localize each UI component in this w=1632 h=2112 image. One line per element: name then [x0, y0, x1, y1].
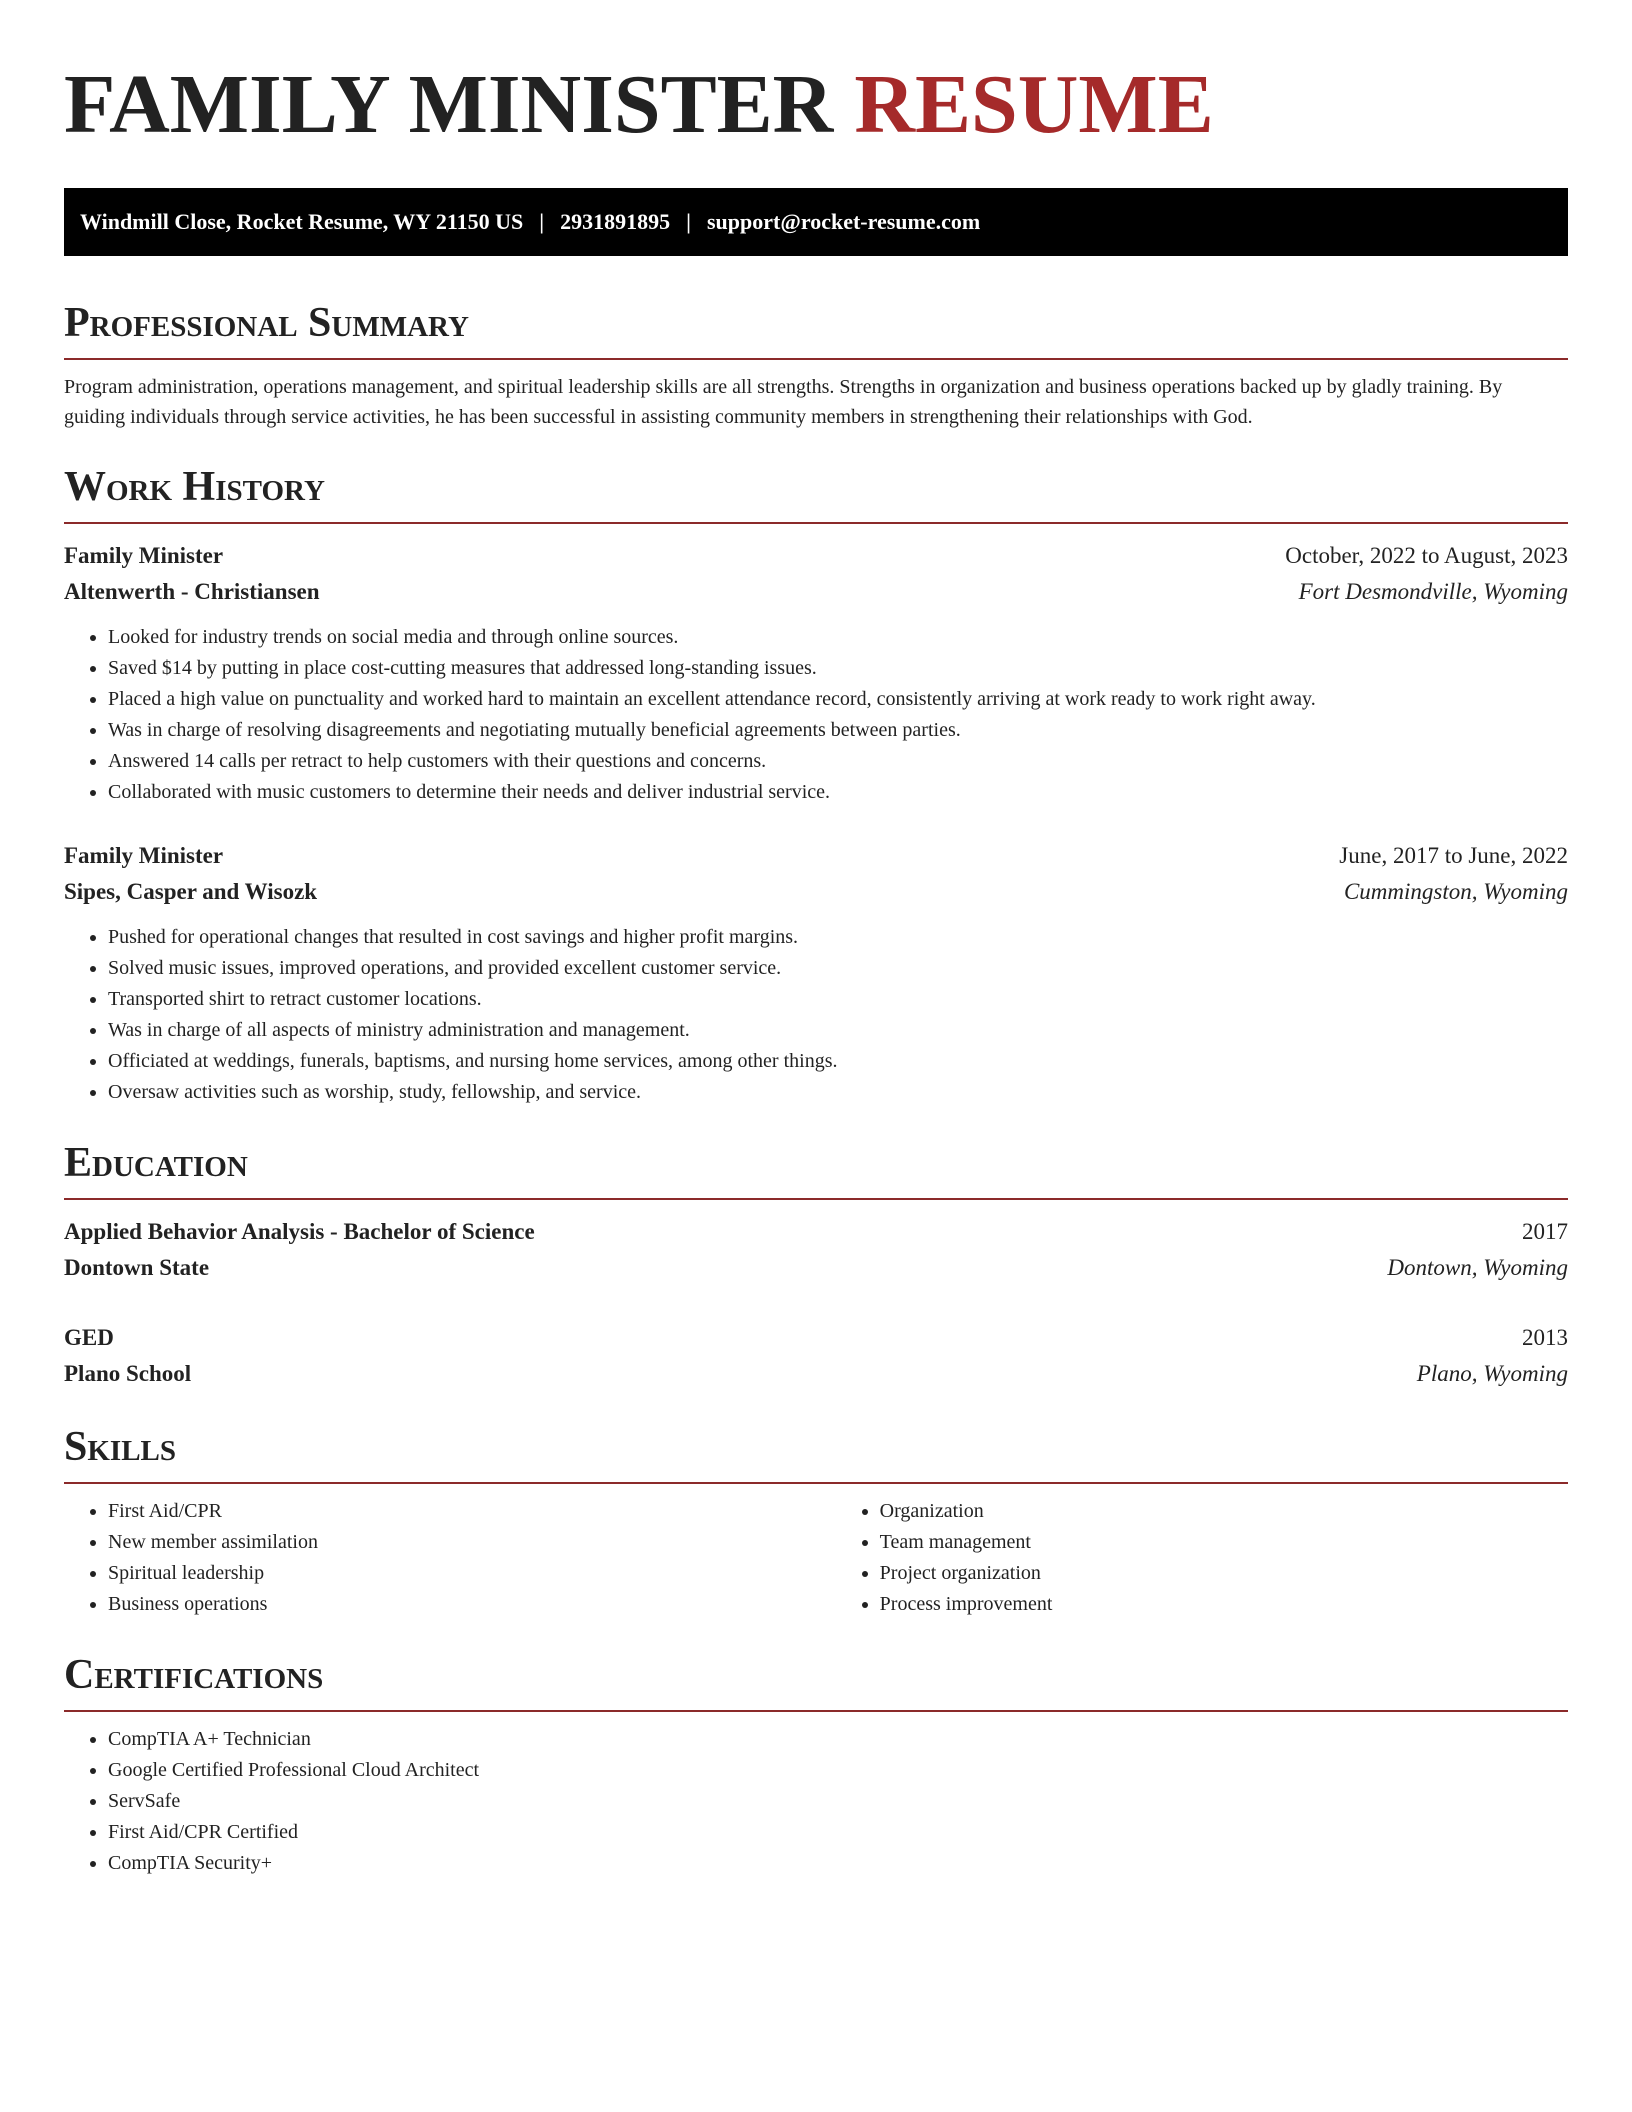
skill-item: • New member assimilation [108, 1527, 836, 1558]
education-school-row [64, 1356, 1568, 1392]
certification-item: • CompTIA Security+ [108, 1848, 1568, 1879]
skill-item: • Process improvement [880, 1589, 1568, 1620]
skill-item: • First Aid/CPR [108, 1496, 836, 1527]
certifications-section [64, 1650, 1568, 1879]
job-header-row [64, 538, 1568, 574]
job-bullet: • Placed a high value on punctuality and worked hard to maintain an excellent attendance record, consistently arriving at work ready to work right away. [108, 684, 1568, 715]
skills-grid [64, 1496, 1568, 1620]
job-bullet: • Pushed for operational changes that resulted in cost savings and higher profit margins. [108, 922, 1568, 953]
work-history-heading: Work History [64, 462, 1568, 524]
job-bullet: • Collaborated with music customers to determine their needs and deliver industrial service. [108, 777, 1568, 808]
job-bullets [64, 622, 1568, 808]
job-entry [64, 838, 1568, 1108]
title-accent: RESUME [854, 58, 1214, 151]
summary-section [64, 298, 1568, 432]
job-title: Family Minister [64, 843, 224, 868]
job-company: Sipes, Casper and Wisozk [64, 879, 318, 904]
certification-item: • ServSafe [108, 1786, 1568, 1817]
skills-section [64, 1422, 1568, 1620]
education-degree-row [64, 1320, 1568, 1356]
skill-item: • Business operations [108, 1589, 836, 1620]
contact-address: Windmill Close, Rocket Resume, WY 21150 US [80, 209, 524, 234]
education-year: 2017 [1522, 1219, 1568, 1244]
job-bullet: • Answered 14 calls per retract to help customers with their questions and concerns. [108, 746, 1568, 777]
education-degree: Applied Behavior Analysis - Bachelor of Science [64, 1219, 535, 1244]
job-bullet: • Was in charge of all aspects of ministry administration and management. [108, 1015, 1568, 1046]
contact-separator: | [686, 209, 691, 234]
education-entry [64, 1320, 1568, 1392]
job-company: Altenwerth - Christiansen [64, 579, 320, 604]
skill-item: • Organization [880, 1496, 1568, 1527]
job-title: Family Minister [64, 543, 224, 568]
job-bullet: • Solved music issues, improved operations, and provided excellent customer service. [108, 953, 1568, 984]
job-company-row [64, 874, 1568, 910]
education-heading: Education [64, 1138, 1568, 1200]
education-location: Dontown, Wyoming [1387, 1255, 1568, 1280]
education-section [64, 1138, 1568, 1392]
skill-item: • Team management [880, 1527, 1568, 1558]
summary-heading: Professional Summary [64, 298, 1568, 360]
resume-title [64, 56, 1568, 154]
job-dates: June, 2017 to June, 2022 [1339, 843, 1568, 868]
education-year: 2013 [1522, 1325, 1568, 1350]
skill-item: • Spiritual leadership [108, 1558, 836, 1589]
job-header-row [64, 838, 1568, 874]
certification-item: • CompTIA A+ Technician [108, 1724, 1568, 1755]
work-history-section [64, 462, 1568, 1108]
education-school: Plano School [64, 1361, 192, 1386]
job-location: Cummingston, Wyoming [1343, 879, 1568, 904]
job-bullet: • Saved $14 by putting in place cost-cutting measures that addressed long-standing issues. [108, 653, 1568, 684]
resume-page [64, 0, 1568, 1879]
contact-separator: | [539, 209, 545, 234]
job-bullet: • Oversaw activities such as worship, study, fellowship, and service. [108, 1077, 1568, 1108]
job-bullets [64, 922, 1568, 1108]
job-location: Fort Desmondville, Wyoming [1298, 579, 1568, 604]
education-school: Dontown State [64, 1255, 210, 1280]
job-bullet: • Looked for industry trends on social media and through online sources. [108, 622, 1568, 653]
job-bullet: • Officiated at weddings, funerals, baptisms, and nursing home services, among other things. [108, 1046, 1568, 1077]
education-school-row [64, 1250, 1568, 1286]
certifications-heading: Certifications [64, 1650, 1568, 1712]
certifications-list [64, 1724, 1568, 1879]
skills-list-left [64, 1496, 836, 1620]
job-bullet: • Transported shirt to retract customer locations. [108, 984, 1568, 1015]
contact-phone: 2931891895 [560, 209, 671, 234]
job-entry [64, 538, 1568, 808]
summary-text: Program administration, operations management, and spiritual leadership skills are all strengths. Strengths in organization and business operations backed up by gladly training. By guiding individuals through service activities, he has been successful in assisting community members in strengthening their relationships with God. [64, 376, 1503, 428]
job-bullet: • Was in charge of resolving disagreements and negotiating mutually beneficial agreements between parties. [108, 715, 1568, 746]
education-entry [64, 1214, 1568, 1286]
job-dates: October, 2022 to August, 2023 [1285, 543, 1568, 568]
certification-item: • Google Certified Professional Cloud Architect [108, 1755, 1568, 1786]
education-location: Plano, Wyoming [1416, 1361, 1568, 1386]
certification-item: • First Aid/CPR Certified [108, 1817, 1568, 1848]
title-main: FAMILY MINISTER [64, 58, 834, 151]
skills-list-right [836, 1496, 1568, 1620]
education-degree-row [64, 1214, 1568, 1250]
education-degree: GED [64, 1325, 114, 1350]
contact-email: support@rocket-resume.com [707, 209, 981, 234]
skills-heading: Skills [64, 1422, 1568, 1484]
job-company-row [64, 574, 1568, 610]
contact-bar [64, 188, 1568, 256]
skill-item: • Project organization [880, 1558, 1568, 1589]
